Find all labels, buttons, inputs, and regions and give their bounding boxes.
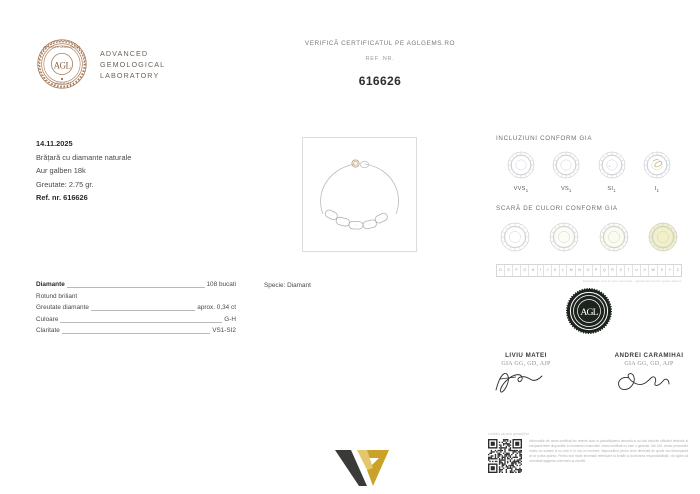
section-title-criterii: CRITERII DE GRADARE — [505, 113, 605, 120]
color-scale-cell: O — [584, 265, 592, 276]
descriere-weight: Greutate: 2.75 gr. — [36, 179, 94, 189]
color-scale-cell: K — [552, 265, 560, 276]
color-grade-diagram — [648, 222, 678, 257]
clarity-grade-cell — [593, 151, 631, 193]
section-title-descriere: DESCRIERE — [45, 113, 96, 120]
clarity-grade-label: $VVS_1$ — [513, 186, 529, 194]
svg-text:AGL: AGL — [53, 60, 71, 71]
section-informatii — [36, 255, 236, 337]
color-grade-diagram — [549, 222, 579, 257]
legal-text: Informațiile din acest certificat fac referire doar la piatra/bijuteria descrisă și au fost obținute utilizând tehnicile și echipamentele disponibile în momentul examinării. Acest certificat nu este o garanție. Noi AGL și/sau personalul nostru nu suntem și nu vom fi, în nici un moment, răspunzători pentru orice diferență de opinie sau discrepanță ce ar putea apărea. Pentru mai multe informații referitoare la limitări și declinarea responsabilității, vă rugăm să consultați aglgems.ro/termeni-si-conditii. — [529, 439, 688, 463]
descriere-item: Brățară cu diamante naturale — [36, 152, 132, 162]
signature-area — [480, 352, 695, 394]
suplimentare-content — [264, 282, 454, 289]
info-row — [36, 314, 236, 326]
clarity-grade-label: $SI_1$ — [607, 186, 616, 194]
color-scale-cell: P — [593, 265, 601, 276]
info-row — [36, 291, 236, 303]
section-title-informatii: INFORMAȚII — [45, 258, 97, 265]
color-heading: SCARĂ DE CULORI CONFORM GIA — [496, 205, 618, 213]
color-diagram-row — [496, 222, 682, 257]
info-row — [36, 279, 236, 291]
signature-mark-right — [603, 368, 695, 394]
info-key: Rotund briliant — [36, 292, 78, 300]
item-photo-frame — [302, 137, 417, 252]
signature-mark-left — [480, 368, 572, 394]
descriere-ref: Ref. nr. 616626 — [36, 193, 88, 202]
section-title-imagine: IMAGINE — [273, 113, 311, 120]
info-row — [36, 325, 236, 337]
color-scale-cell: R — [609, 265, 617, 276]
svg-text:ADVANCED GEMOLOGICAL: ADVANCED GEMOLOGICAL — [43, 46, 81, 49]
footer-v-logo — [333, 448, 395, 488]
brand-lockup — [36, 38, 165, 90]
brand-name — [100, 48, 165, 81]
agl-stamp-icon — [566, 288, 612, 334]
info-value: G-H — [224, 315, 236, 323]
section-informatii-suplimentare — [264, 255, 454, 289]
verify-url-text: VERIFICĂ CERTIFICATUL PE AGLGEMS.RO — [304, 40, 456, 47]
info-leader — [67, 286, 205, 288]
clarity-heading: INCLUZIUNI CONFORM GIA — [496, 135, 593, 142]
color-scale-cell: F — [513, 265, 521, 276]
descriere-date: 14.11.2025 — [36, 139, 73, 148]
color-scale-cell: M — [567, 265, 576, 276]
color-scale-cell: L — [560, 265, 568, 276]
footer-legal-block — [488, 432, 688, 473]
info-value: aprox. 0,34 ct — [197, 304, 236, 311]
section-header-criterii — [496, 110, 682, 123]
clarity-grade-cell — [547, 151, 585, 193]
clarity-grade-label: $VS_1$ — [560, 186, 572, 194]
signature-block-right — [603, 352, 695, 394]
diamond-diagram-icon — [593, 151, 631, 184]
info-row — [36, 302, 236, 314]
color-scale-cell: S — [617, 265, 625, 276]
color-scale-cell: X — [658, 265, 666, 276]
section-header-informatii — [36, 255, 236, 268]
clarity-grade-cell — [638, 151, 676, 193]
ref-number: 616626 — [358, 74, 402, 88]
clarity-diagram-row — [496, 151, 682, 193]
info-leader — [91, 309, 195, 311]
info-key: Greutate diamante — [36, 304, 89, 311]
legal-title: Limitări asupra garanțiilor — [488, 432, 530, 436]
info-key: Claritate — [36, 327, 60, 334]
brand-line-1: ADVANCED — [100, 48, 149, 58]
color-scale-bar — [496, 264, 682, 277]
species-line: Specie: Diamant — [264, 282, 311, 289]
descriere-content — [36, 137, 236, 205]
svg-text:LABORATORY: LABORATORY — [52, 82, 72, 86]
signatory-credentials-right: GIA GG, GD, AJP — [624, 361, 674, 367]
signature-block-left — [480, 352, 572, 394]
diamond-diagram-icon — [547, 151, 585, 184]
certificate-header — [0, 30, 700, 100]
brand-line-3: LABORATORY — [100, 70, 160, 80]
info-leader — [62, 332, 210, 334]
color-scale-cell: Z — [676, 268, 679, 273]
brand-line-2: GEMOLOGICAL — [100, 59, 166, 69]
scale-note: Diagramele sunt cu titlu orientativ - aproximări pentru grade diverse — [582, 279, 682, 284]
signatory-credentials-left: GIA GG, GD, AJP — [501, 361, 551, 367]
color-scale-cell: T — [625, 265, 633, 276]
section-criterii-gradare — [496, 110, 682, 283]
color-scale-cell: N — [576, 265, 584, 276]
color-scale-cell: Y — [666, 265, 674, 276]
info-leader — [60, 321, 222, 323]
color-scale-cell: Q — [601, 265, 609, 276]
diamond-diagram-icon — [502, 151, 540, 184]
bracelet-photo — [303, 138, 416, 251]
agl-seal-icon — [36, 38, 88, 90]
section-header-imagine — [264, 110, 454, 123]
certificate-reference — [250, 40, 510, 88]
section-imagine — [264, 110, 454, 252]
signatory-name-right: ANDREI CARAMIHAI — [614, 352, 684, 359]
official-stamp — [496, 288, 682, 339]
color-scale-cell: G — [521, 265, 529, 276]
clarity-grade-cell — [502, 151, 540, 193]
color-grade-diagram — [500, 222, 530, 257]
descriere-metal: Aur galben 18k — [36, 166, 86, 175]
section-title-suplimentare: INFORMAȚII SUPLIMENTARE — [273, 258, 396, 265]
color-scale-cell: E — [505, 265, 513, 276]
color-scale-cell: V — [641, 265, 649, 276]
qr-code[interactable] — [488, 439, 522, 473]
informatii-table — [36, 279, 236, 337]
clarity-grade-label: $I_1$ — [654, 186, 660, 194]
color-grade-diagram — [599, 222, 629, 257]
color-scale-cell: H — [529, 265, 537, 276]
info-key: Culoare — [36, 315, 59, 323]
signatory-name-left: LIVIU MATEI — [505, 352, 547, 359]
info-key: Diamante — [36, 281, 65, 288]
color-scale-cell: I — [538, 265, 545, 276]
color-scale-cell: J — [544, 265, 551, 276]
color-scale-cell: U — [633, 265, 641, 276]
section-header-descriere — [36, 110, 236, 123]
ref-label: REF. NR. — [365, 56, 395, 62]
color-scale-cell: W — [649, 265, 658, 276]
info-value: VS1-SI2 — [212, 327, 236, 334]
info-value: 108 bucati — [206, 281, 236, 288]
section-header-suplimentare — [264, 255, 454, 268]
diamond-diagram-icon — [638, 151, 676, 184]
color-scale-cell: D — [497, 265, 505, 276]
svg-text:AGL: AGL — [580, 306, 598, 318]
section-descriere — [36, 110, 236, 205]
